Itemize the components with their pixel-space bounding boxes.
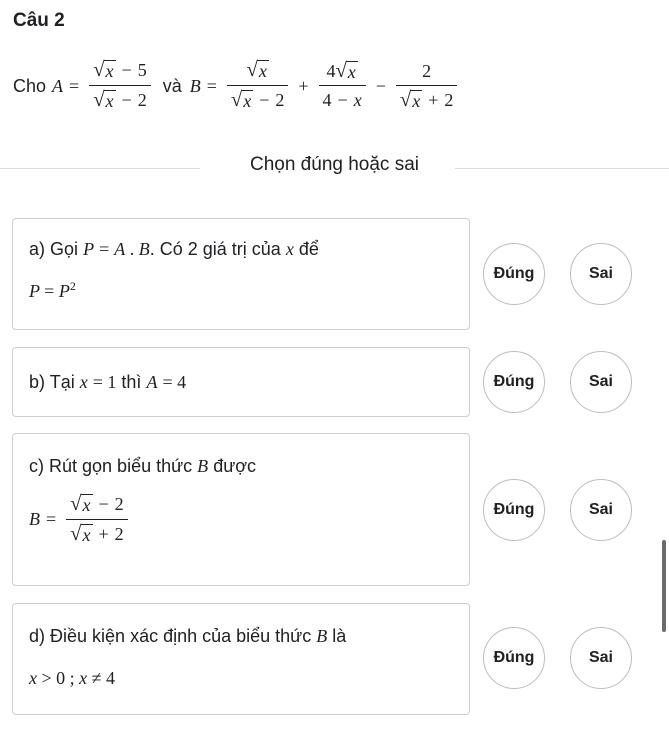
statement-d-line1: d) Điều kiện xác định của biểu thức B là: [29, 626, 347, 646]
section-heading-wrap: [0, 152, 669, 182]
true-button-a[interactable]: Đúng: [483, 243, 545, 305]
true-button-d[interactable]: Đúng: [483, 627, 545, 689]
formula-b-term2: 4 √ x 4 − x: [319, 61, 366, 112]
statement-b-text: b) Tại x = 1 thì A = 4: [29, 372, 187, 392]
statement-card-d: [12, 603, 470, 715]
statement-card-b: [12, 347, 470, 417]
stem-and: và: [162, 75, 182, 96]
statement-a-line1: a) Gọi P = A . B. Có 2 giá trị của x để: [29, 239, 319, 259]
section-heading: Chọn đúng hoặc sai: [249, 154, 419, 175]
formula-b-term1: √ x √ x − 2: [227, 60, 289, 111]
scrollbar-thumb[interactable]: [662, 540, 666, 632]
question-title: Câu 2: [13, 10, 65, 31]
statement-c-line1: c) Rút gọn biểu thức B được: [29, 456, 257, 476]
false-button-d[interactable]: Sai: [570, 627, 632, 689]
question-stem: Cho A = √ x − 5 √ x − 2 và B = √ x √ x − 2 + 4 √ x 4 − x − 2 √ x + 2: [13, 36, 461, 136]
statement-a-line2: $P = P^2$: [29, 279, 76, 301]
formula-b-term3: 2 √ x + 2: [396, 61, 458, 112]
true-button-b[interactable]: Đúng: [483, 351, 545, 413]
formula-a: √ x − 5 √ x − 2: [89, 60, 151, 111]
statement-card-c: [12, 433, 470, 586]
stem-prefix: Cho: [13, 75, 47, 96]
true-button-c[interactable]: Đúng: [483, 479, 545, 541]
false-button-a[interactable]: Sai: [570, 243, 632, 305]
statement-card-a: [12, 218, 470, 330]
statement-c-formula: B = √ x − 2 √ x + 2: [29, 494, 132, 545]
false-button-c[interactable]: Sai: [570, 479, 632, 541]
false-button-b[interactable]: Sai: [570, 351, 632, 413]
statement-d-line2: x > 0 ; x ≠ 4: [29, 668, 116, 688]
